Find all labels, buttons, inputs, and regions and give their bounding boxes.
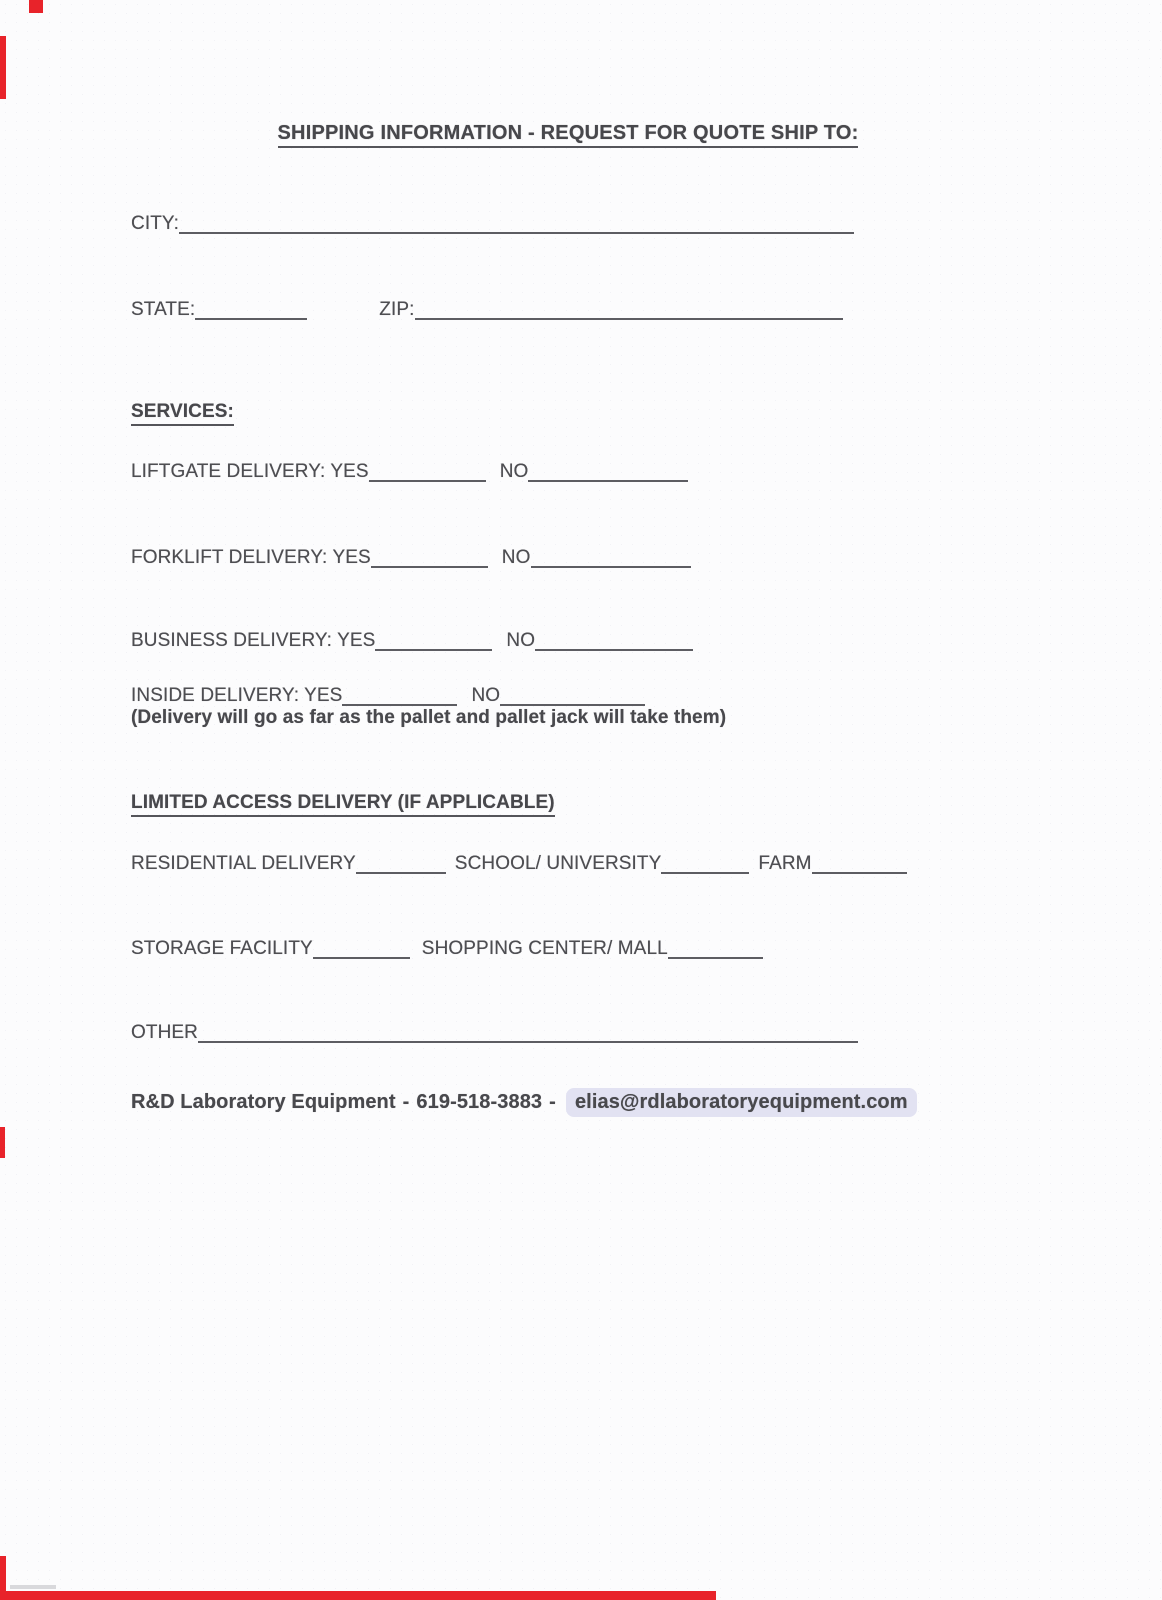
storage-facility-label: STORAGE FACILITY: [131, 938, 313, 959]
other-label: OTHER: [131, 1022, 198, 1043]
inside-no-line[interactable]: [500, 684, 645, 706]
business-yes-line[interactable]: [375, 629, 492, 651]
liftgate-yes-line[interactable]: [369, 460, 486, 482]
liftgate-delivery-row: [131, 455, 688, 484]
state-zip-row: [131, 293, 843, 322]
document-title: [0, 122, 1149, 145]
liftgate-delivery-label: LIFTGATE DELIVERY: YES: [131, 461, 369, 482]
farm-label: FARM: [758, 853, 812, 874]
inside-no-label: NO: [471, 685, 501, 706]
forklift-no-label: NO: [501, 547, 531, 568]
limited-access-heading: LIMITED ACCESS DELIVERY (IF APPLICABLE): [131, 791, 555, 815]
zip-field-line[interactable]: [415, 298, 843, 320]
footer-contact-line: [131, 1090, 917, 1114]
city-label: CITY:: [131, 213, 180, 234]
forklift-no-line[interactable]: [531, 546, 691, 568]
school-university-line[interactable]: [661, 852, 749, 874]
state-label: STATE:: [131, 299, 196, 320]
footer-company: R&D Laboratory Equipment: [131, 1091, 396, 1113]
city-row: [131, 207, 854, 236]
forklift-delivery-row: [131, 541, 691, 570]
inside-delivery-row: [131, 679, 645, 708]
scan-artifact-top: [29, 0, 43, 13]
other-row: [131, 1016, 858, 1045]
services-heading: SERVICES:: [131, 400, 234, 424]
other-field-line[interactable]: [198, 1021, 858, 1043]
footer-separator-1: -: [402, 1091, 410, 1113]
scan-artifact-left-lower: [0, 1127, 5, 1158]
city-field-line[interactable]: [179, 212, 854, 234]
storage-facility-line[interactable]: [313, 937, 410, 959]
inside-delivery-note: (Delivery will go as far as the pallet and pallet jack will take them): [131, 707, 727, 728]
document-title-text: SHIPPING INFORMATION - REQUEST FOR QUOTE SHIP TO:: [278, 122, 859, 148]
footer-separator-2: -: [549, 1091, 556, 1113]
limited-access-row-1: [131, 847, 907, 876]
forklift-delivery-label: FORKLIFT DELIVERY: YES: [131, 547, 371, 568]
farm-line[interactable]: [812, 852, 907, 874]
liftgate-no-line[interactable]: [528, 460, 688, 482]
business-delivery-label: BUSINESS DELIVERY: YES: [131, 630, 376, 651]
inside-delivery-label: INSIDE DELIVERY: YES: [131, 685, 343, 706]
scan-artifact-left-upper: [0, 36, 6, 99]
liftgate-no-label: NO: [499, 461, 529, 482]
shopping-center-mall-label: SHOPPING CENTER/ MALL: [421, 938, 668, 959]
residential-delivery-label: RESIDENTIAL DELIVERY: [131, 853, 356, 874]
business-delivery-row: [131, 624, 693, 653]
state-field-line[interactable]: [195, 298, 307, 320]
footer-phone: 619-518-3883: [416, 1091, 543, 1113]
footer-email-link[interactable]: elias@rdlaboratoryequipment.com: [566, 1088, 917, 1117]
limited-access-row-2: [131, 932, 763, 961]
zip-label: ZIP:: [379, 299, 415, 320]
residential-delivery-line[interactable]: [356, 852, 446, 874]
business-no-label: NO: [506, 630, 536, 651]
scan-smudge: [10, 1585, 56, 1589]
school-university-label: SCHOOL/ UNIVERSITY: [454, 853, 662, 874]
inside-yes-line[interactable]: [342, 684, 457, 706]
forklift-yes-line[interactable]: [371, 546, 488, 568]
scan-artifact-bottom-bar: [0, 1591, 716, 1600]
business-no-line[interactable]: [535, 629, 693, 651]
shopping-center-mall-line[interactable]: [668, 937, 763, 959]
